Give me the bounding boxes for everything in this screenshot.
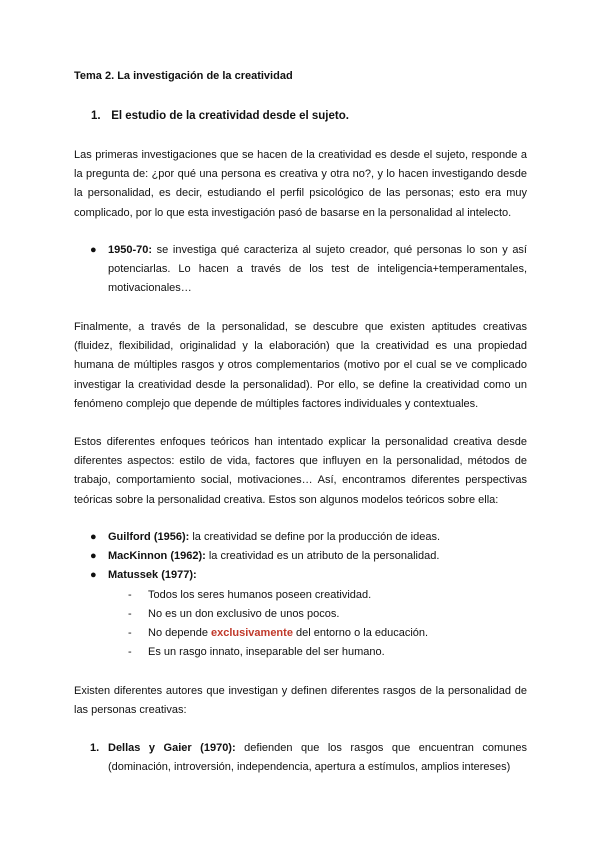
bullet-list-models [90, 528, 527, 662]
author-text: defienden que los rasgos que encuentran comunes (dominación, introversión, independencia, apertura a estímulos, amplios intereses) [108, 742, 527, 774]
paragraph-aptitudes: Finalmente, a través de la personalidad, se descubre que existen aptitudes creativas (fluidez, flexibilidad, originalidad y la elaboración) que la creatividad es una propiedad humana de múltiples rasgos y otros complementarios (motivo por el cual se ve complicado investigar la creatividad desde la personalidad). Por ello, se define la creatividad como un fenómeno complejo que depende de múltiples factores individuales y contextuales. [74, 321, 527, 410]
list-item [90, 528, 527, 547]
sub-item-text: No es un don exclusivo de unos pocos. [148, 607, 340, 620]
model-term: MacKinnon (1962): [108, 550, 206, 563]
sub-list-item [108, 643, 527, 662]
numbered-list-authors [90, 739, 527, 777]
sub-item-text: Es un rasgo innato, inseparable del ser humano. [148, 646, 385, 659]
model-text: la creatividad es un atributo de la personalidad. [205, 550, 440, 563]
paragraph-enfoques: Estos diferentes enfoques teóricos han intentado explicar la personalidad creativa desde diferentes aspectos: estilo de vida, factores que influyen en la personalidad, métodos de trabajo, comportamiento social, motivaciones… Así, encontramos diferentes perspectivas teóricas sobre la personalidad creativa. Estos son algunos modelos teóricos sobre ella: [74, 436, 527, 506]
bullet-list-1950 [90, 241, 527, 299]
sub-item-text: Todos los seres humanos poseen creatividad. [148, 588, 372, 601]
sub-item-text: No depende [148, 627, 211, 640]
author-term: Dellas y Gaier (1970): [108, 742, 236, 754]
bullet-term: 1950-70: [108, 244, 153, 256]
sub-list-item [108, 586, 527, 605]
bullet-icon: ● [90, 550, 97, 563]
bullet-icon: ● [90, 531, 97, 543]
list-item [90, 547, 527, 566]
dash-icon: - [128, 607, 132, 620]
section-heading [91, 110, 349, 122]
section-number: 1. [91, 110, 101, 122]
dash-icon: - [128, 646, 132, 659]
model-term: Guilford (1956): [108, 531, 190, 543]
dash-icon: - [128, 588, 132, 601]
sub-list-item [108, 605, 527, 624]
list-number: 1. [90, 742, 100, 754]
model-text: la creatividad se define por la producción de ideas. [189, 531, 441, 543]
bullet-icon: ● [90, 569, 97, 582]
paragraph-autores: Existen diferentes autores que investigan y definen diferentes rasgos de la personalidad de las personas creativas: [74, 685, 527, 717]
document-title: Tema 2. La investigación de la creatividad [74, 70, 293, 82]
sub-item-text: del entorno o la educación. [292, 627, 429, 640]
bullet-icon: ● [90, 244, 97, 256]
dash-icon: - [128, 627, 132, 640]
bullet-text: se investiga qué caracteriza al sujeto creador, qué personas lo son y así potenciarlas. Lo hacen a través de los test de inteligencia+temperamentales, motivacionales… [108, 244, 527, 295]
list-item [90, 241, 527, 299]
section-label: El estudio de la creatividad desde el sujeto. [111, 110, 349, 122]
highlight-text: exclusivamente [211, 627, 293, 640]
list-item [90, 566, 527, 585]
paragraph-intro: Las primeras investigaciones que se hacen de la creatividad es desde el sujeto, responde a la pregunta de: ¿por qué una persona es creativa y otra no?, y lo hacen investigando desde la personalidad, es decir, estudiando el perfil psicológico de las personas; esto era muy complicado, por lo que esta investigación pasó de basarse en la personalidad al intelecto. [74, 149, 527, 219]
model-term: Matussek (1977): [108, 569, 197, 582]
sub-list-item [108, 624, 527, 643]
list-item [90, 739, 527, 777]
